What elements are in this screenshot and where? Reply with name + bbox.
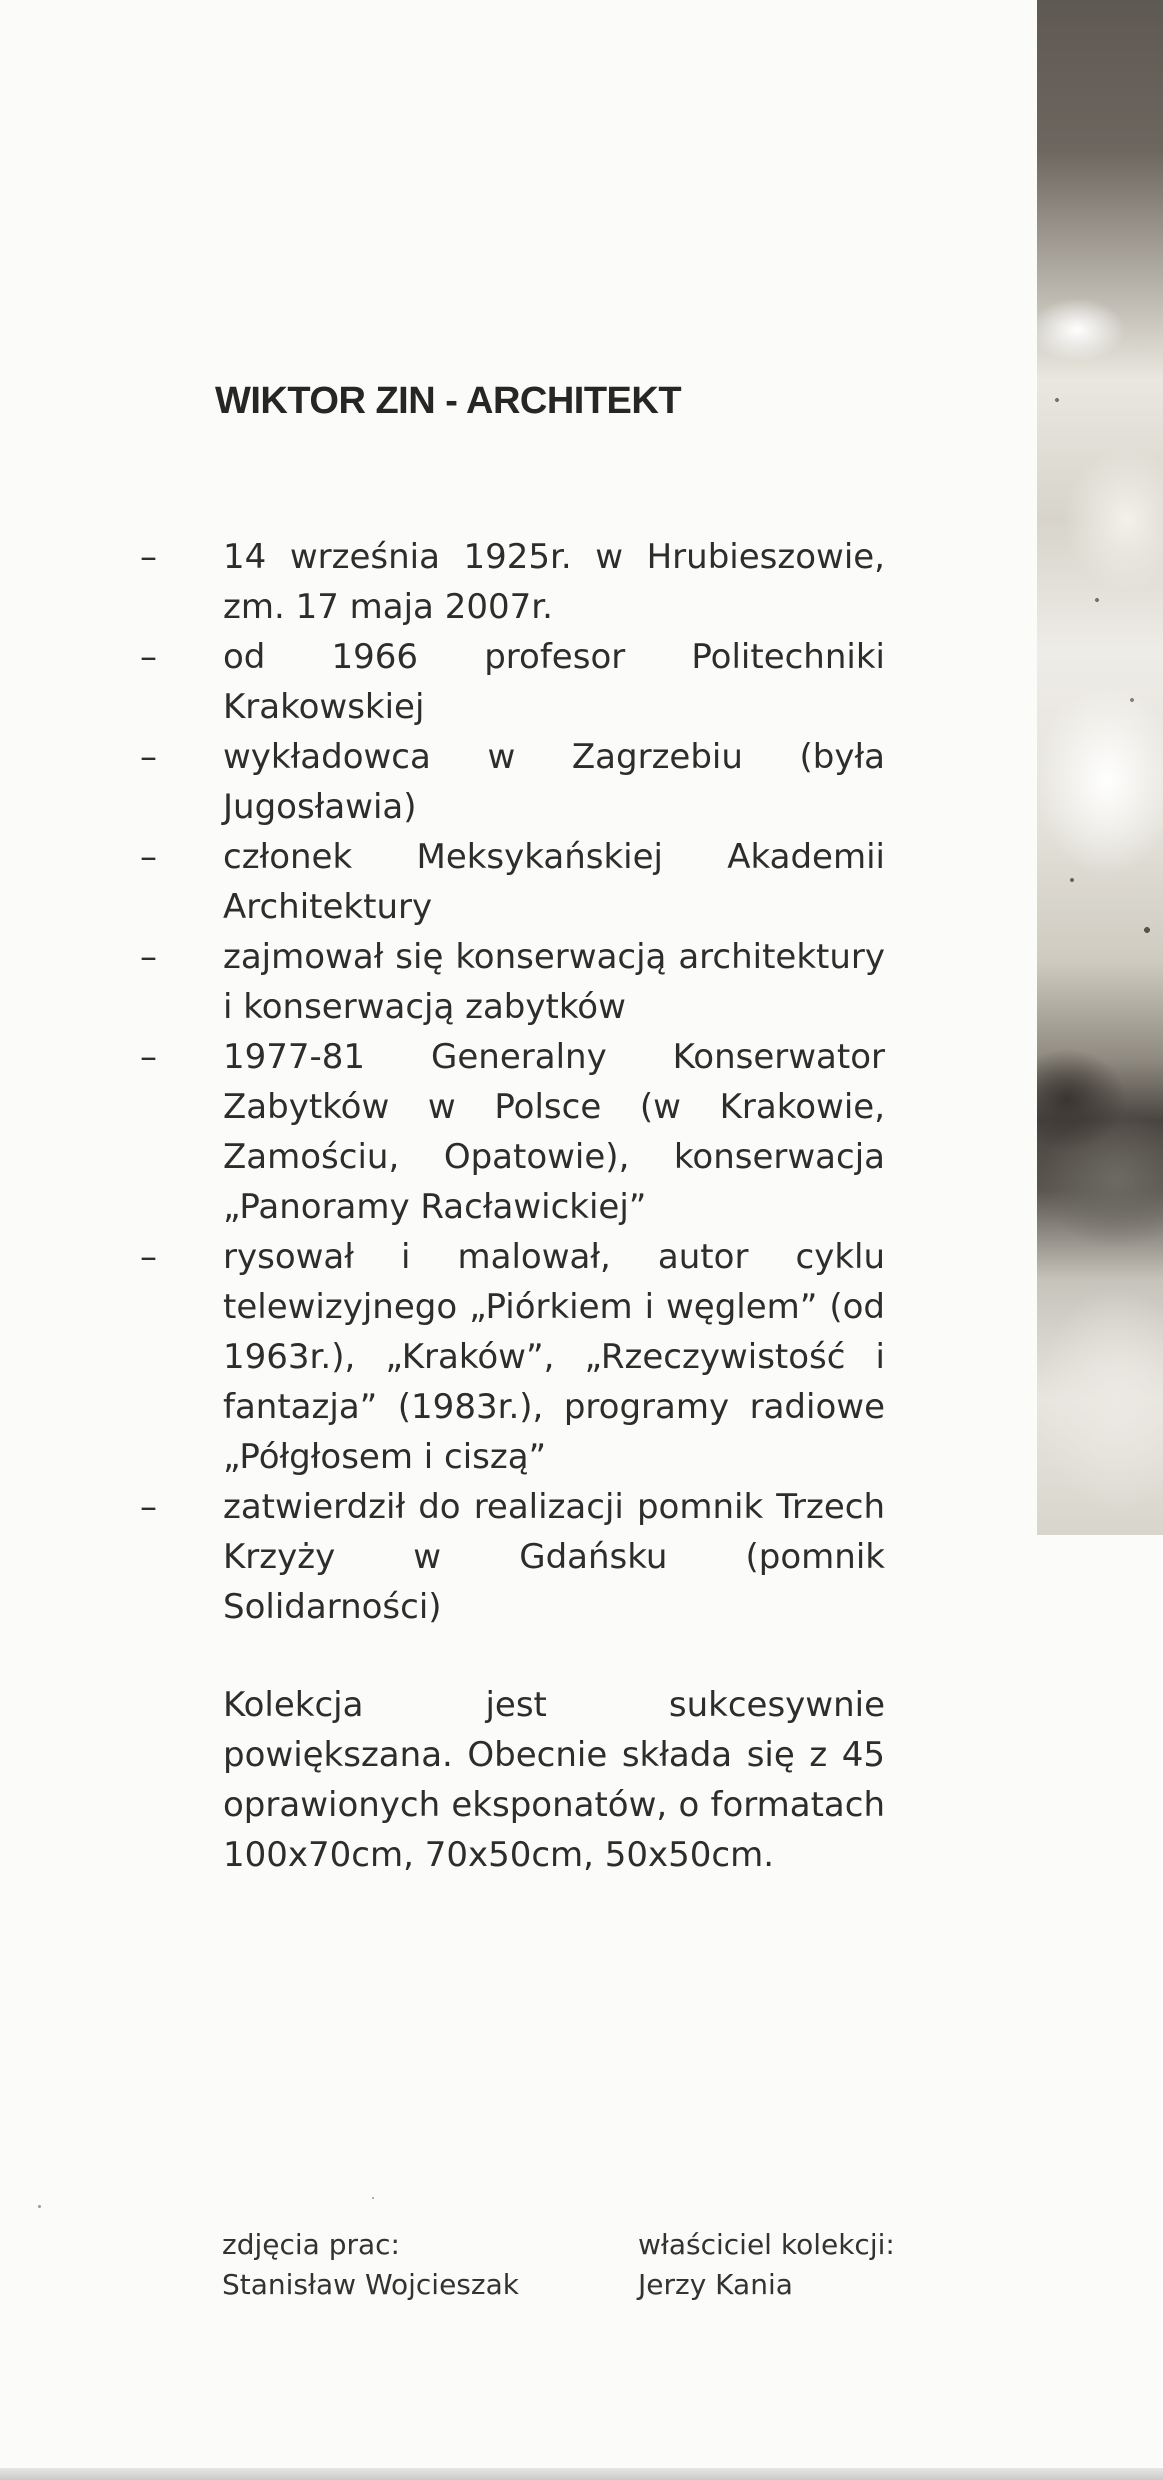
list-item: [140, 1482, 885, 1632]
list-dash: –: [140, 937, 157, 977]
list-item: [140, 832, 885, 932]
list-item: [140, 532, 885, 632]
owner-credit-label: właściciel kolekcji:: [638, 2228, 895, 2261]
page-edge: [0, 2468, 1163, 2480]
list-dash: –: [140, 637, 157, 677]
cover-photo-strip: [1037, 0, 1163, 1535]
list-item-text: zatwierdził do realizacji pomnik Trzech Krzyży w Gdańsku (pomnik Solidarności): [223, 1487, 885, 1627]
list-item-text: zajmował się konserwacją architektury i konserwacją zabytków: [223, 937, 885, 1027]
list-item-text: 1977-81 Generalny Konserwator Zabytków w Polsce (w Krakowie, Zamościu, Opatowie), konserwacja „Panoramy Racławickiej”: [223, 1037, 885, 1227]
biography-list: [140, 532, 885, 1632]
paper-speck: [38, 2205, 41, 2208]
list-item-text: 14 września 1925r. w Hrubieszowie, zm. 17 maja 2007r.: [223, 537, 885, 627]
collection-note: Kolekcja jest sukcesywnie powiększana. Obecnie składa się z 45 oprawionych eksponatów, o formatach 100x70cm, 70x50cm, 50x50cm.: [223, 1685, 885, 1875]
list-dash: –: [140, 1237, 157, 1277]
photo-credit: [222, 2225, 519, 2305]
list-item-text: rysował i malował, autor cyklu telewizyjnego „Piórkiem i węglem” (od 1963r.), „Kraków”, „Rzeczywistość i fantazja” (1983r.), programy radiowe „Półgłosem i ciszą”: [223, 1237, 885, 1477]
list-item: [140, 632, 885, 732]
paper-speck: [372, 2197, 374, 2199]
list-dash: –: [140, 1487, 157, 1527]
page-title: WIKTOR ZIN - ARCHITEKT: [215, 380, 682, 422]
list-item: [140, 1032, 885, 1232]
owner-credit-name: Jerzy Kania: [638, 2268, 793, 2301]
list-item-text: wykładowca w Zagrzebiu (była Jugosławia): [223, 737, 885, 827]
photo-credit-name: Stanisław Wojcieszak: [222, 2268, 519, 2301]
list-dash: –: [140, 537, 157, 577]
list-item-text: od 1966 profesor Politechniki Krakowskiej: [223, 637, 885, 727]
photo-credit-label: zdjęcia prac:: [222, 2228, 400, 2261]
owner-credit: [638, 2225, 895, 2305]
list-item: [140, 732, 885, 832]
list-item: [140, 932, 885, 1032]
list-dash: –: [140, 737, 157, 777]
list-item: [140, 1232, 885, 1482]
list-dash: –: [140, 837, 157, 877]
list-item-text: członek Meksykańskiej Akademii Architektury: [223, 837, 885, 927]
list-dash: –: [140, 1037, 157, 1077]
